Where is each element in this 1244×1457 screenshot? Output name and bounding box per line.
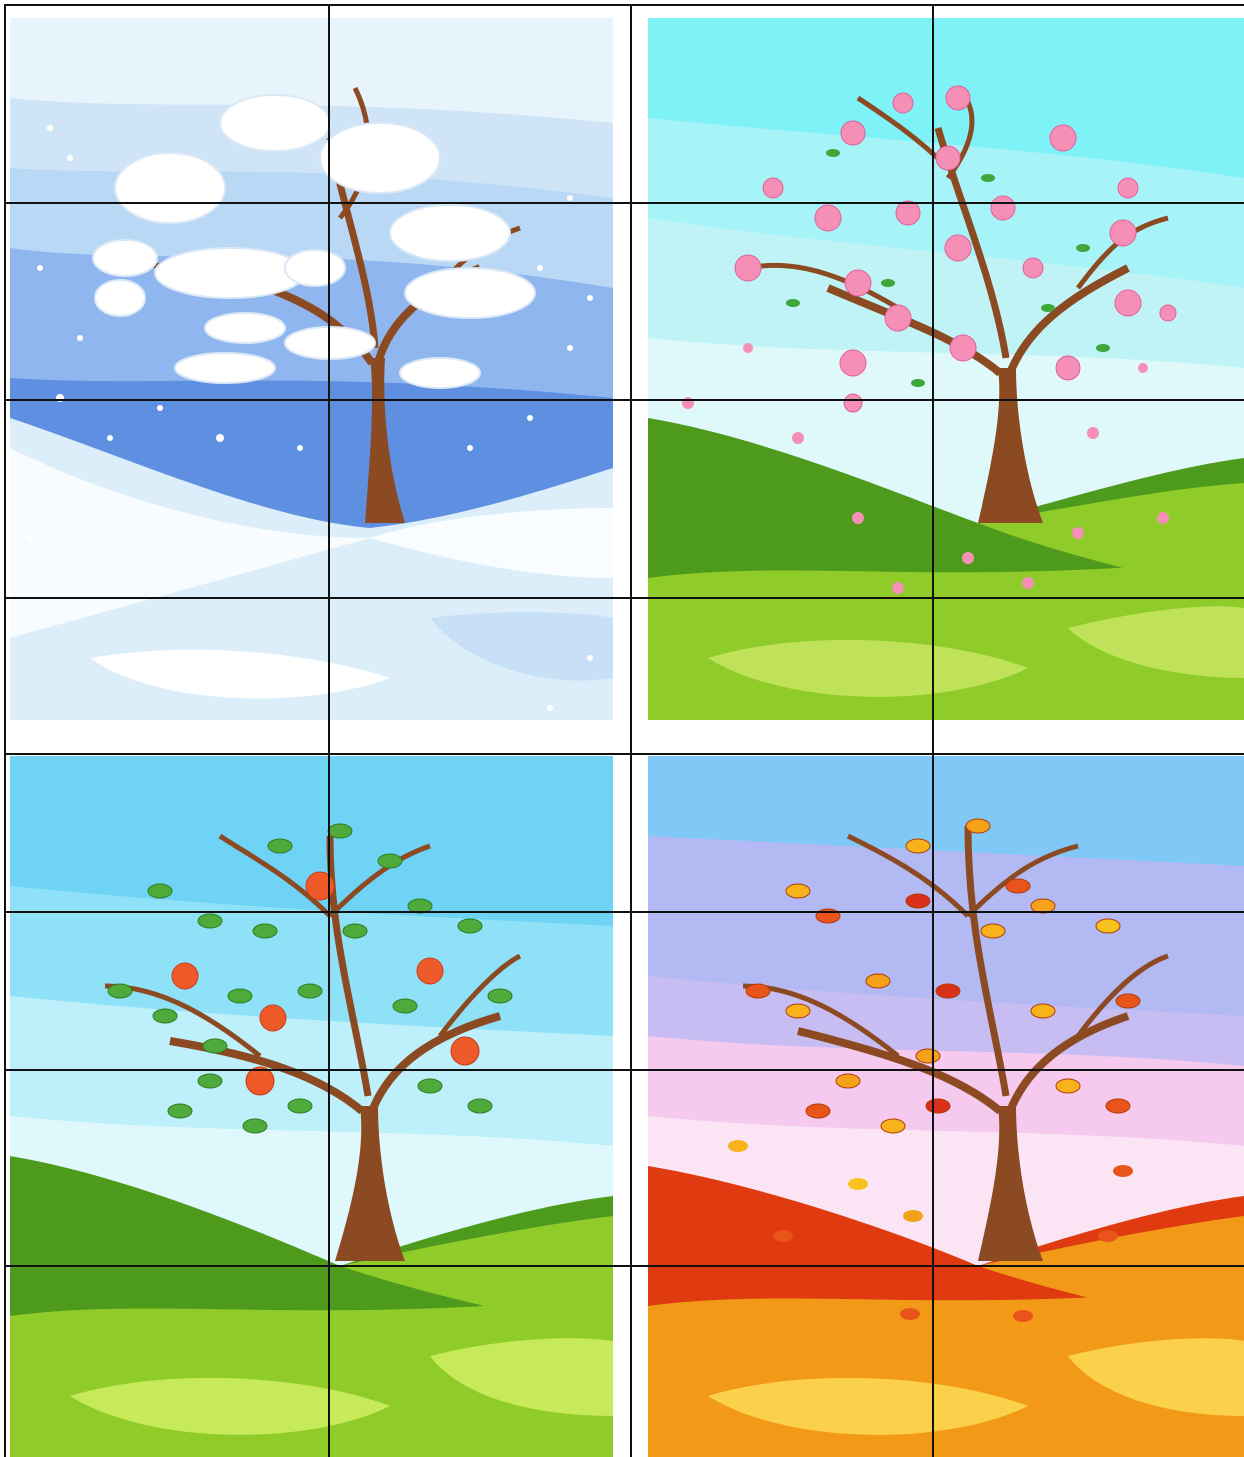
grid-line [4, 4, 6, 1457]
autumn-scene [648, 756, 1244, 1457]
winter-panel [10, 18, 613, 720]
grid-line [4, 753, 1244, 755]
summer-scene [10, 756, 613, 1457]
grid-line [4, 4, 1244, 6]
spring-panel [648, 18, 1244, 720]
grid-line [630, 4, 632, 1457]
autumn-panel [648, 756, 1244, 1457]
winter-scene [10, 18, 613, 720]
spring-scene [648, 18, 1244, 720]
summer-panel [10, 756, 613, 1457]
